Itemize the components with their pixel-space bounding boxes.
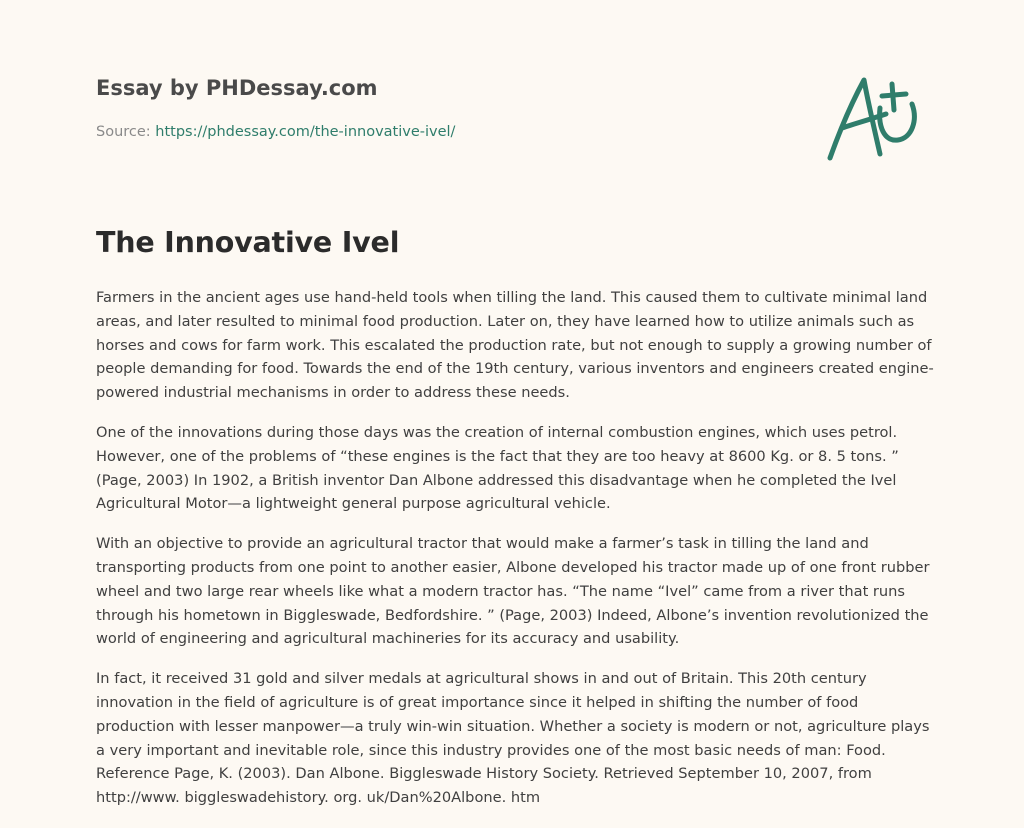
essay-paragraph: With an objective to provide an agricultural tractor that would make a farmer’s task in tilling the land and transporting products from one point to another easier, Albone developed his tractor made up of one front rubber wheel and two large rear wheels like what a modern tractor has. “The name “Ivel” came from a river that runs through his hometown in Biggleswade, Bedfordshire. ” (Page, 2003) Indeed, Albone’s invention revolutionized the world of engineering and agricultural machineries for its accuracy and usability. (96, 535, 930, 648)
essay-paragraph: One of the innovations during those days was the creation of internal combustion engines, which uses petrol. However, one of the problems of “these engines is the fact that they are too heavy at 8600 Kg. or 8. 5 tons. ” (Page, 2003) In 1902, a British inventor Dan Albone addressed this disadvantage when he completed the Ivel Agricultural Motor—a lightweight general purpose agricultural vehicle. (96, 423, 899, 513)
source-link[interactable]: https://phdessay.com/the-innovative-ivel/ (155, 124, 456, 140)
source-label: Source: (96, 124, 156, 140)
essay-title: The Innovative Ivel (96, 226, 400, 259)
source-line (96, 124, 455, 140)
essay-paragraph: In fact, it received 31 gold and silver medals at agricultural shows in and out of Britain. This 20th century innovation in the field of agriculture is of great importance since it helped in shifting the number of food production with lesser manpower—a truly win-win situation. Whether a society is modern or not, agriculture plays a very important and inevitable role, since this industry provides one of the most basic needs of man: Food. Reference Page, K. (2003). Dan Albone. Biggleswade History Society. Retrieved September 10, 2007, from http://www. biggleswadehistory. org. uk/Dan%20Albone. htm (96, 670, 930, 807)
essay-paragraph: Farmers in the ancient ages use hand-held tools when tilling the land. This caused them to cultivate minimal land areas, and later resulted to minimal food production. Later on, they have learned how to utilize animals such as horses and cows for farm work. This escalated the production rate, but not enough to supply a growing number of people demanding for food. Towards the end of the 19th century, various inventors and engineers created engine-powered industrial mechanisms in order to address these needs. (96, 289, 934, 402)
brand-name: Essay by PHDessay.com (96, 76, 378, 100)
a-plus-logo-icon (820, 68, 930, 164)
essay-body (96, 286, 936, 826)
